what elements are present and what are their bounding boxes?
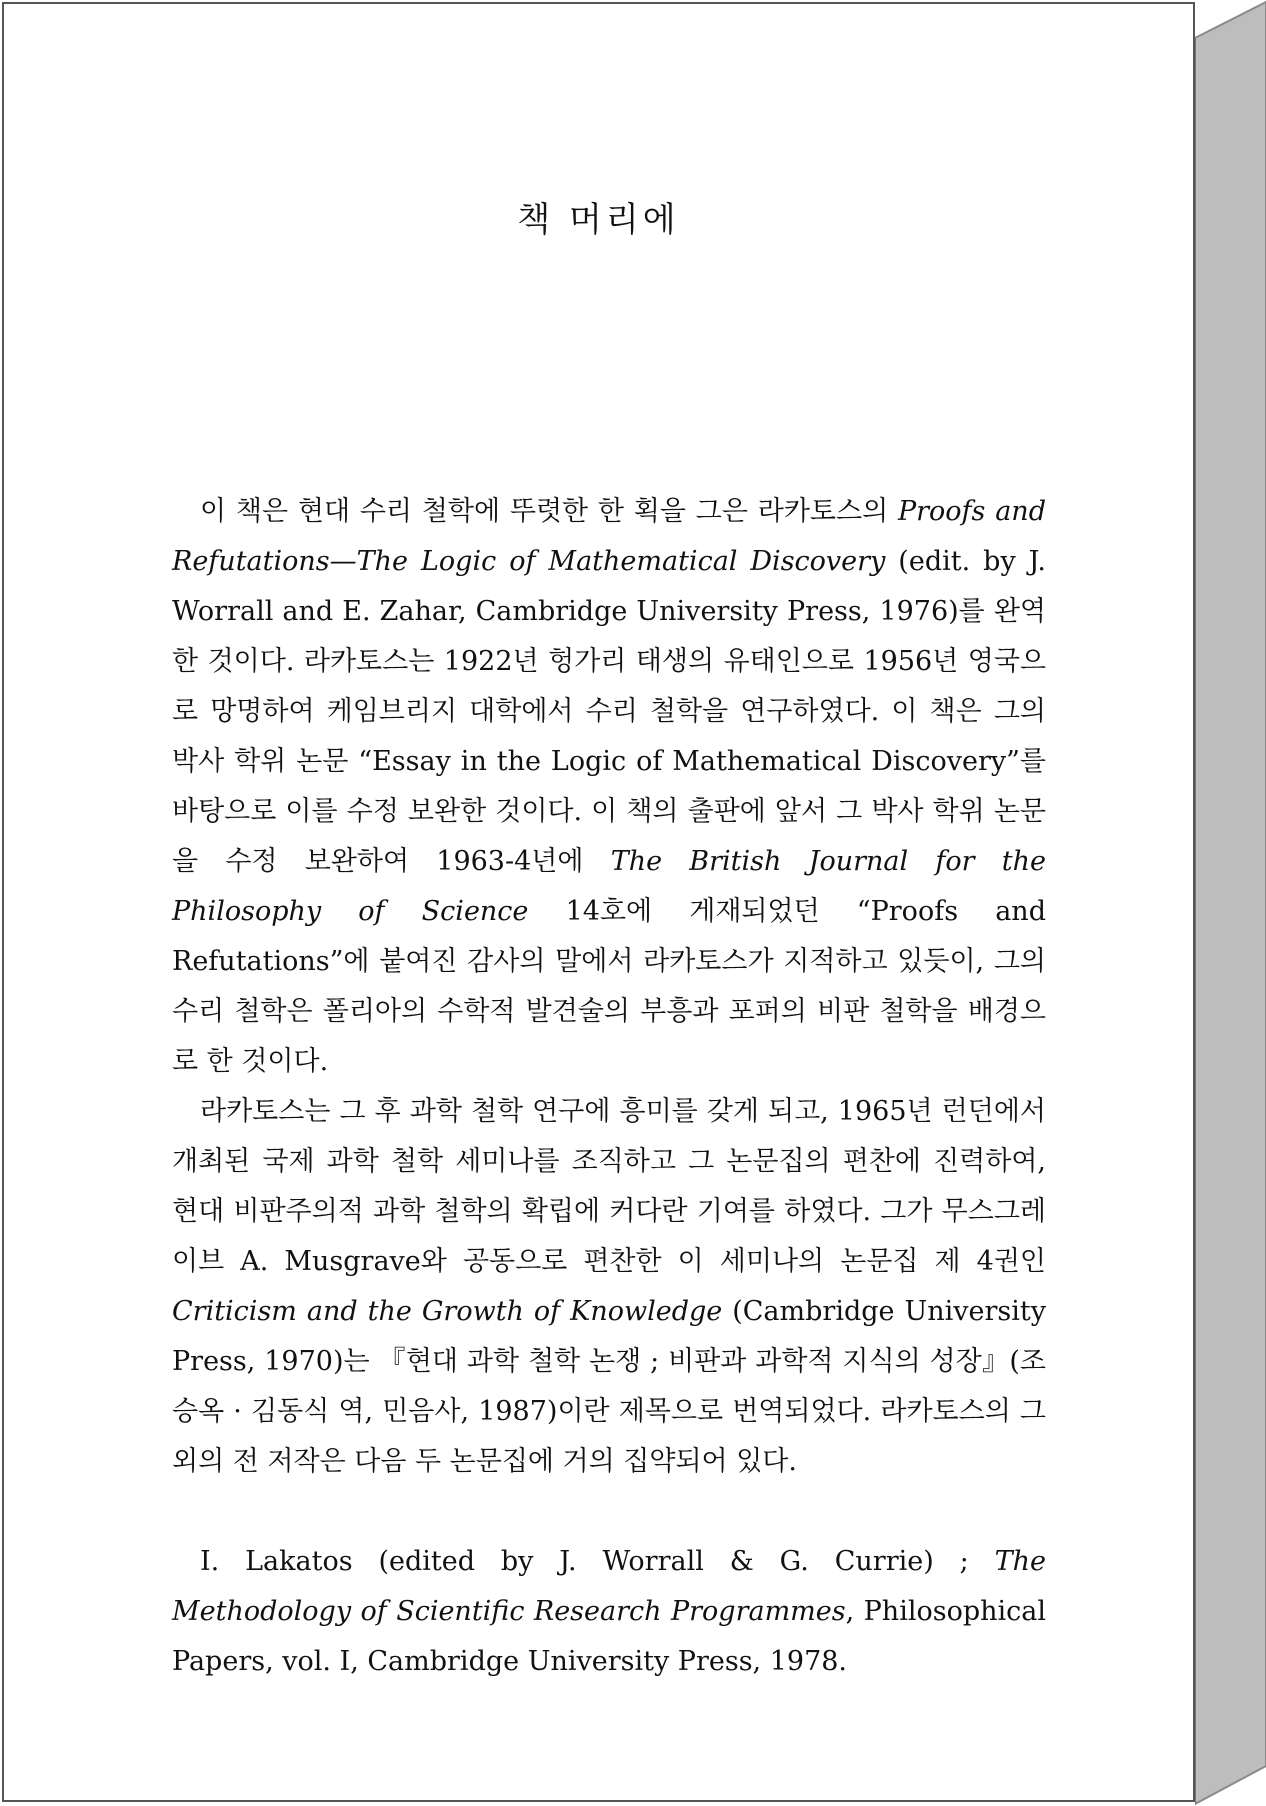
book-title-italic: Proofs and Refutations—The Logic of Mathematical Discovery <box>172 496 1046 577</box>
paragraph-later-work <box>172 1087 1046 1487</box>
text-segment: 라카토스는 그 후 과학 철학 연구에 흥미를 갖게 되고, 1965년 런던에서 개최된 국제 과학 철학 세미나를 조직하고 그 논문집의 편찬에 진력하여, 현대 비판주의적 과학 철학의 확립에 커다란 기여를 하였다. 그가 무스그레이브 A. Musgrave와 공동으로 편찬한 이 세미나의 논문집 제 4권인 <box>172 1096 1046 1277</box>
text-segment: 14호에 게재되었던 “Proofs and Refutations”에 붙여진 감사의 말에서 라카토스가 지적하고 있듯이, 그의 수리 철학은 폴리아의 수학적 발견술의 부흥과 포퍼의 비판 철학을 배경으로 한 것이다. <box>172 896 1046 1077</box>
text-segment: (edit. by J. Worrall and E. Zahar, Cambridge University Press, 1976)를 완역한 것이다. 라카토스는 1922년 헝가리 태생의 유태인으로 1956년 영국으로 망명하여 케임브리지 대학에서 수리 철학을 연구하였다. 이 책은 그의 박사 학위 논문 “Essay in the Logic of Mathematical Discovery”를 바탕으로 이를 수정 보완한 것이다. 이 책의 출판에 앞서 그 박사 학위 논문을 수정 보완하여 1963-4년에 <box>172 546 1046 877</box>
page-title: 책 머리에 <box>517 200 680 240</box>
journal-title-italic: The British Journal for the Philosophy of Science <box>172 846 1046 927</box>
reference-entry <box>172 1537 1046 1687</box>
book-title-italic: Criticism and the Growth of Knowledge <box>172 1296 723 1327</box>
text-segment: 이 책은 현대 수리 철학에 뚜렷한 한 획을 그은 라카토스의 <box>200 496 898 527</box>
body-text <box>172 487 1046 1687</box>
document-page <box>2 2 1195 1802</box>
text-segment: I. Lakatos (edited by J. Worrall & G. Currie) ; <box>200 1546 995 1577</box>
text-segment: (Cambridge University Press, 1970)는 『현대 과학 철학 논쟁 ; 비판과 과학적 지식의 성장』(조승옥 · 김동식 역, 민음사, 1987)이란 제목으로 번역되었다. 라카토스의 그외의 전 저작은 다음 두 논문집에 거의 집약되어 있다. <box>172 1296 1046 1477</box>
text-segment: , Philosophical Papers, vol. I, Cambridge University Press, 1978. <box>172 1596 1046 1677</box>
book-page-stack-edge <box>1195 0 1266 1806</box>
paragraph-intro <box>172 487 1046 1087</box>
book-title-italic: The Methodology of Scientific Research Programmes <box>172 1546 1046 1627</box>
